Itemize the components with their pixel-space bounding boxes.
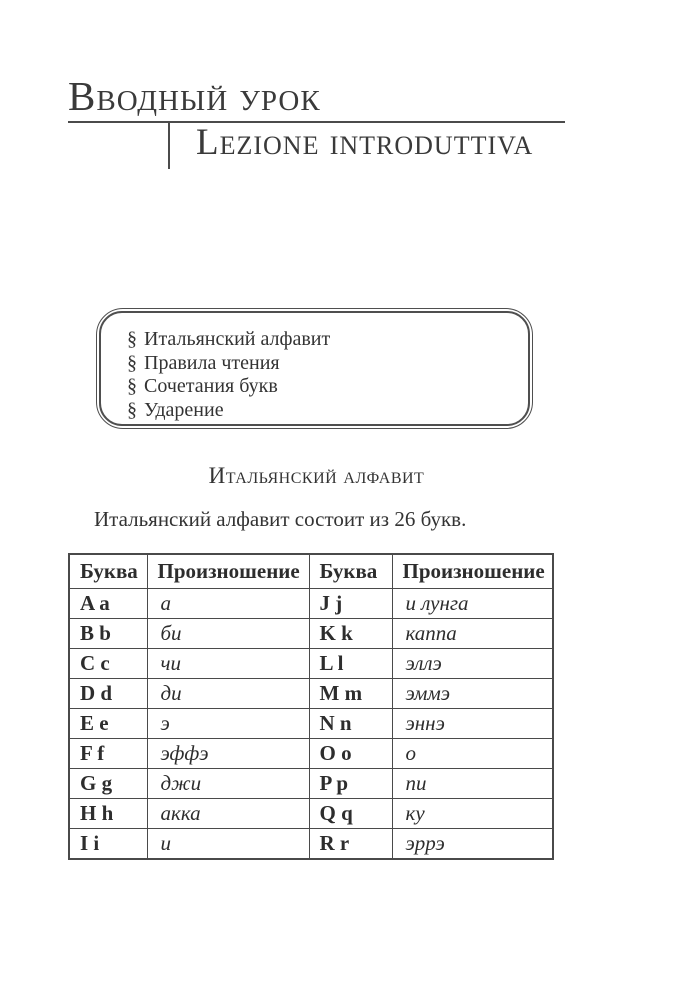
pronunciation-cell: и лунга — [392, 589, 553, 619]
letter-cell: O o — [309, 739, 392, 769]
letter-cell: B b — [69, 619, 147, 649]
section-sign-icon: § — [127, 375, 137, 397]
letter-cell: Q q — [309, 799, 392, 829]
topic-item-label: Итальянский алфавит — [144, 328, 331, 350]
pronunciation-cell: а — [147, 589, 309, 619]
pronunciation-cell: джи — [147, 769, 309, 799]
header-cell-pronunciation: Произношение — [147, 554, 309, 589]
table-row — [69, 649, 553, 679]
letter-cell: G g — [69, 769, 147, 799]
section-sign-icon: § — [127, 398, 137, 421]
alphabet-table — [68, 553, 554, 860]
letter-cell: P p — [309, 769, 392, 799]
pronunciation-cell: эффэ — [147, 739, 309, 769]
table-row — [69, 739, 553, 769]
table-row — [69, 799, 553, 829]
alphabet-table-head — [69, 554, 553, 589]
pronunciation-cell: эннэ — [392, 709, 553, 739]
letter-cell: K k — [309, 619, 392, 649]
subtitle-block — [168, 123, 565, 169]
pronunciation-cell: эррэ — [392, 829, 553, 860]
letter-cell: D d — [69, 679, 147, 709]
pronunciation-cell: ди — [147, 679, 309, 709]
pronunciation-cell: ку — [392, 799, 553, 829]
header-cell-letter: Буква — [69, 554, 147, 589]
topic-item-label: Сочетания букв — [144, 375, 278, 397]
header-cell-letter: Буква — [309, 554, 392, 589]
lesson-header — [68, 74, 565, 169]
topic-item-label: Правила чтения — [144, 351, 280, 374]
topics-list — [127, 328, 514, 422]
topic-item — [127, 352, 514, 376]
table-header-row — [69, 554, 553, 589]
letter-cell: H h — [69, 799, 147, 829]
pronunciation-cell: чи — [147, 649, 309, 679]
section-sign-icon: § — [127, 351, 137, 374]
letter-cell: J j — [309, 589, 392, 619]
alphabet-table-body — [69, 589, 553, 860]
topic-item-label: Ударение — [144, 398, 224, 421]
pronunciation-cell: эллэ — [392, 649, 553, 679]
letter-cell: F f — [69, 739, 147, 769]
pronunciation-cell: акка — [147, 799, 309, 829]
letter-cell: E e — [69, 709, 147, 739]
section-heading: Итальянский алфавит — [208, 463, 425, 488]
letter-cell: N n — [309, 709, 392, 739]
pronunciation-cell: э — [147, 709, 309, 739]
table-row — [69, 619, 553, 649]
letter-cell: C c — [69, 649, 147, 679]
table-row — [69, 829, 553, 860]
pronunciation-cell: пи — [392, 769, 553, 799]
table-row — [69, 769, 553, 799]
header-cell-pronunciation: Произношение — [392, 554, 553, 589]
intro-paragraph: Итальянский алфавит состоит из 26 букв. — [94, 507, 467, 531]
lesson-title-russian: Вводный урок — [68, 73, 321, 119]
letter-cell: M m — [309, 679, 392, 709]
table-row — [69, 589, 553, 619]
letter-cell: R r — [309, 829, 392, 860]
table-row — [69, 679, 553, 709]
topic-item — [127, 399, 514, 423]
pronunciation-cell: о — [392, 739, 553, 769]
letter-cell: A a — [69, 589, 147, 619]
lesson-title-italian: Lezione introduttiva — [196, 122, 534, 164]
letter-cell: L l — [309, 649, 392, 679]
section-sign-icon: § — [127, 328, 137, 350]
pronunciation-cell: и — [147, 829, 309, 860]
topic-item — [127, 328, 514, 352]
topic-item — [127, 375, 514, 399]
topics-box — [96, 308, 533, 429]
topics-box-inner-frame — [99, 311, 530, 426]
pronunciation-cell: каппа — [392, 619, 553, 649]
pronunciation-cell: би — [147, 619, 309, 649]
letter-cell: I i — [69, 829, 147, 860]
pronunciation-cell: эммэ — [392, 679, 553, 709]
table-row — [69, 709, 553, 739]
